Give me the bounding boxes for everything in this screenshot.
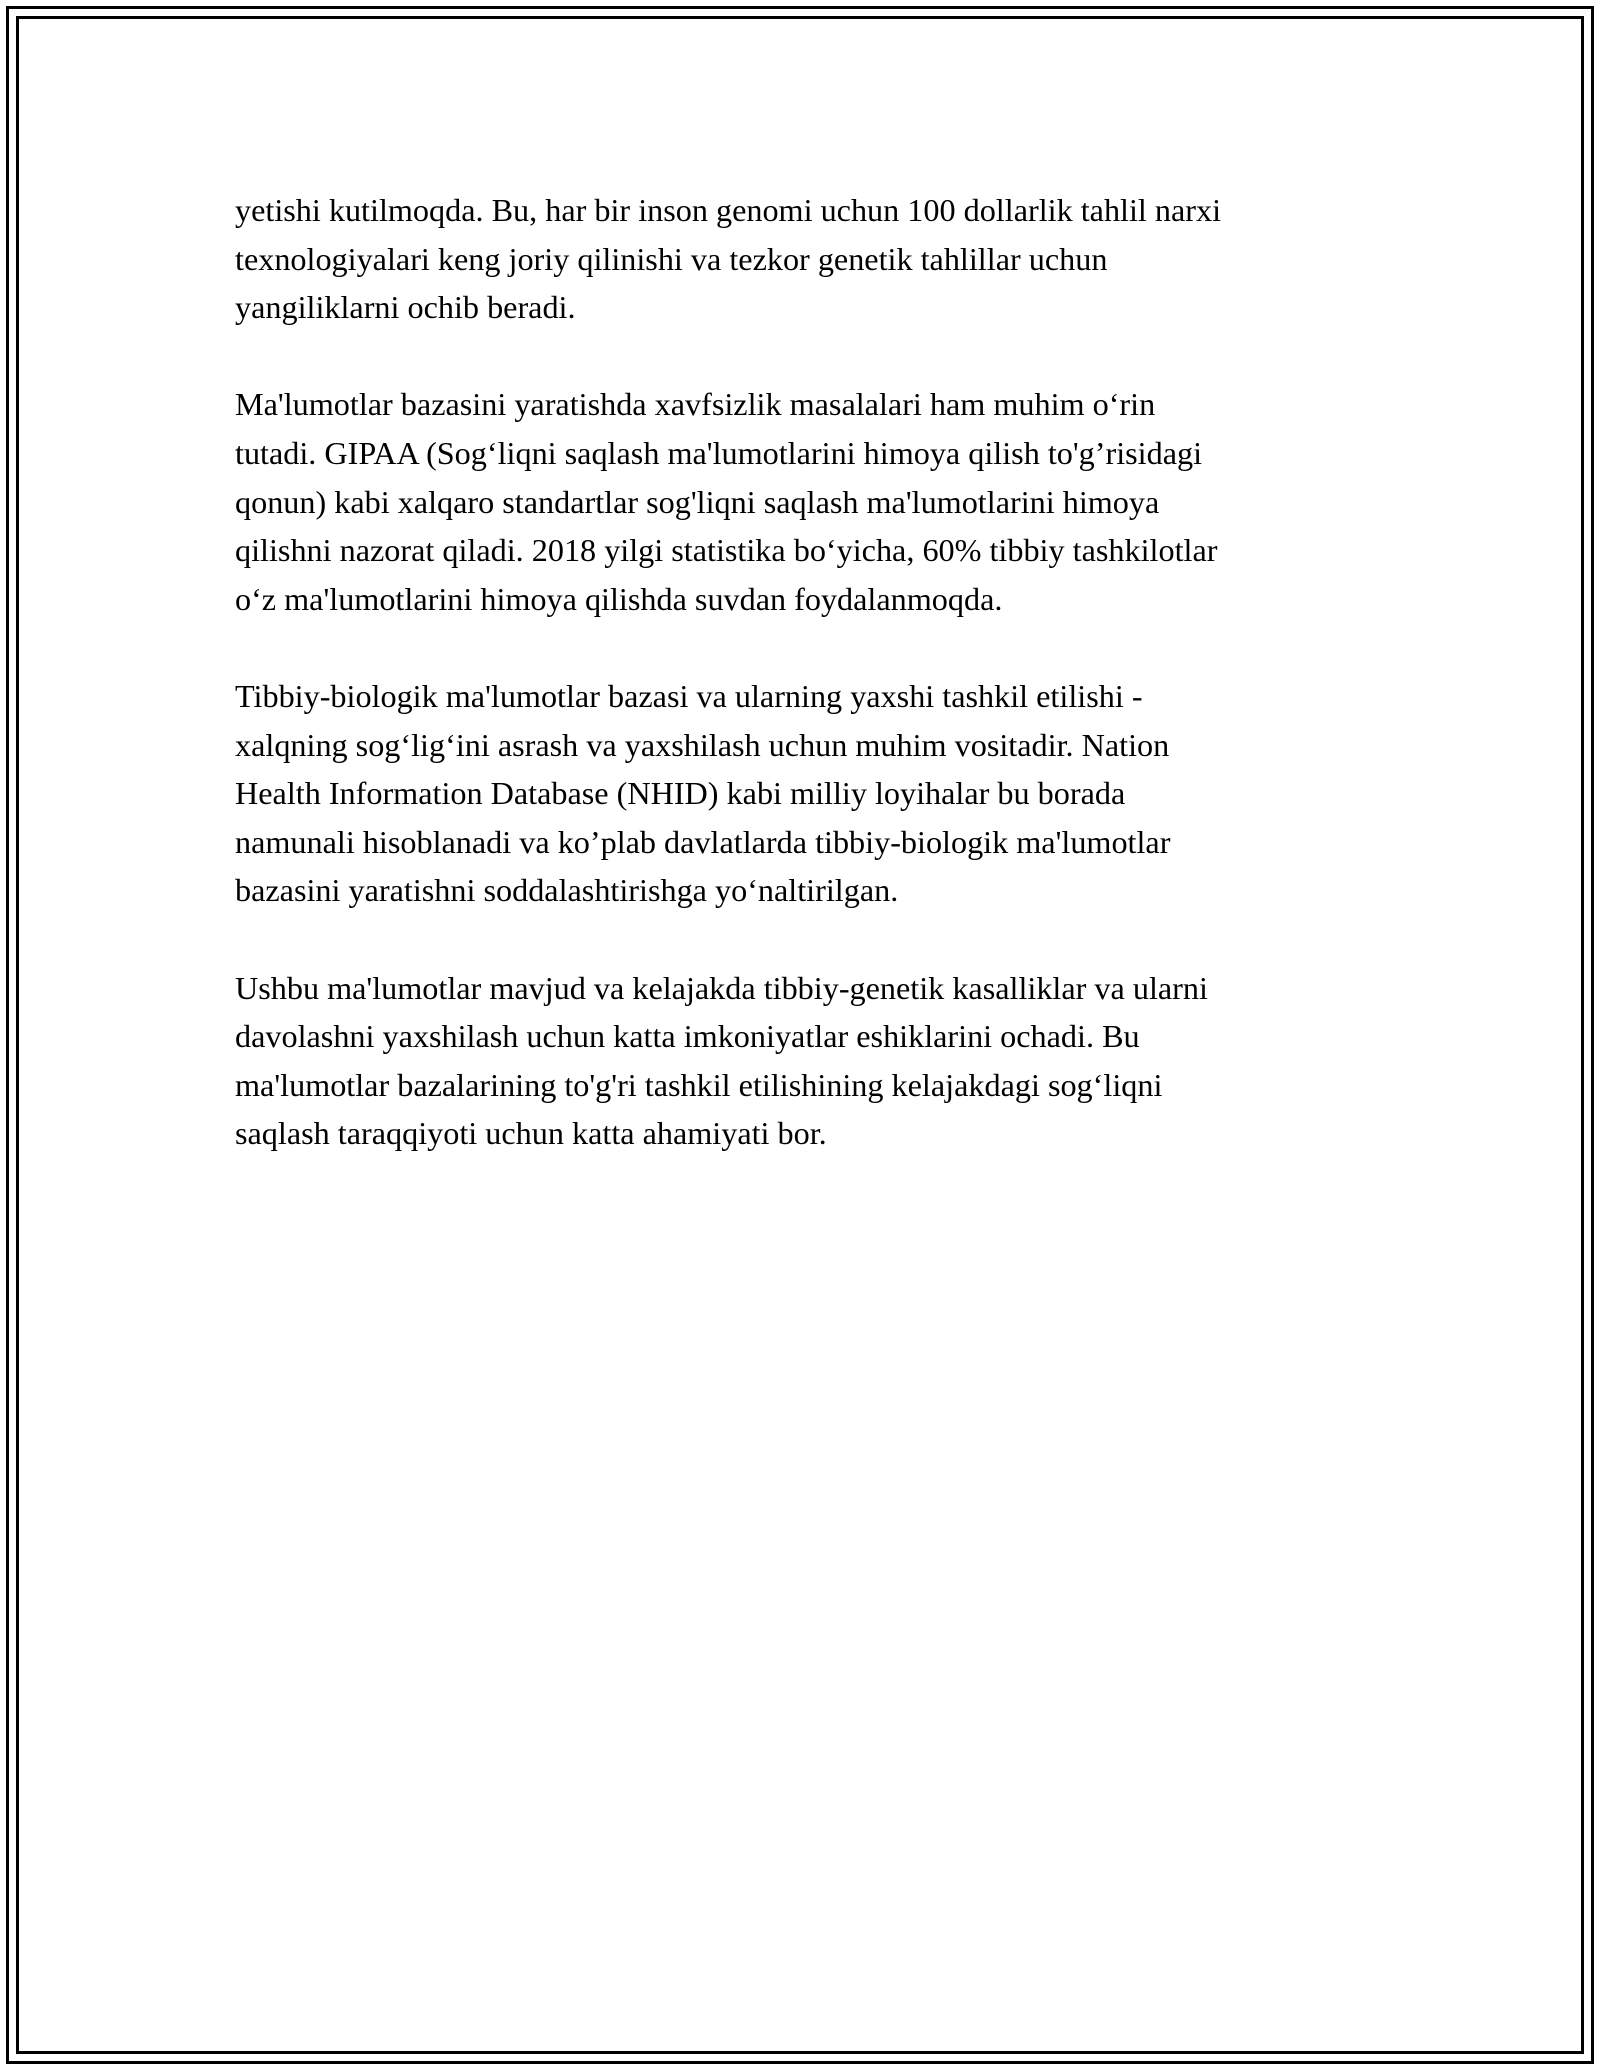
paragraph-2 — [235, 380, 1370, 623]
text-line: yangiliklarni ochib beradi. — [235, 289, 576, 326]
text-line: bazasini yaratishni soddalashtirishga yo‘naltirilgan. — [235, 872, 899, 909]
text-line: qonun) kabi xalqaro standartlar sog'liqni saqlash ma'lumotlarini himoya — [235, 483, 1160, 520]
text-line: saqlash taraqqiyoti uchun katta ahamiyati bor. — [235, 1115, 827, 1152]
text-line: Ma'lumotlar bazasini yaratishda xavfsizlik masalalari ham muhim o‘rin — [235, 386, 1156, 423]
text-line: Ushbu ma'lumotlar mavjud va kelajakda tibbiy-genetik kasalliklar va ularni — [235, 969, 1208, 1006]
text-line: o‘z ma'lumotlarini himoya qilishda suvdan foydalanmoqda. — [235, 580, 1003, 617]
paragraph-1 — [235, 186, 1370, 332]
paragraph-3 — [235, 672, 1370, 915]
text-line: yetishi kutilmoqda. Bu, har bir inson genomi uchun 100 dollarlik tahlil narxi — [235, 192, 1222, 228]
page-content — [235, 186, 1370, 1206]
text-line: ma'lumotlar bazalarining to'g'ri tashkil etilishining kelajakdagi sog‘liqni — [235, 1066, 1163, 1103]
text-line: namunali hisoblanadi va ko’plab davlatlarda tibbiy-biologik ma'lumotlar — [235, 823, 1171, 860]
text-line: texnologiyalari keng joriy qilinishi va tezkor genetik tahlillar uchun — [235, 240, 1108, 277]
text-line: xalqning sog‘lig‘ini asrash va yaxshilash uchun muhim vositadir. Nation — [235, 726, 1170, 763]
paragraph-4 — [235, 964, 1370, 1158]
text-line: qilishni nazorat qiladi. 2018 yilgi statistika bo‘yicha, 60% tibbiy tashkilotlar — [235, 532, 1218, 569]
text-line: davolashni yaxshilash uchun katta imkoniyatlar eshiklarini ochadi. Bu — [235, 1018, 1140, 1055]
text-line: tutadi. GIPAA (Sog‘liqni saqlash ma'lumotlarini himoya qilish to'g’risidagi — [235, 434, 1203, 471]
text-line: Health Information Database (NHID) kabi milliy loyihalar bu borada — [235, 775, 1126, 812]
text-line: Tibbiy-biologik ma'lumotlar bazasi va ularning yaxshi tashkil etilishi - — [235, 677, 1143, 714]
